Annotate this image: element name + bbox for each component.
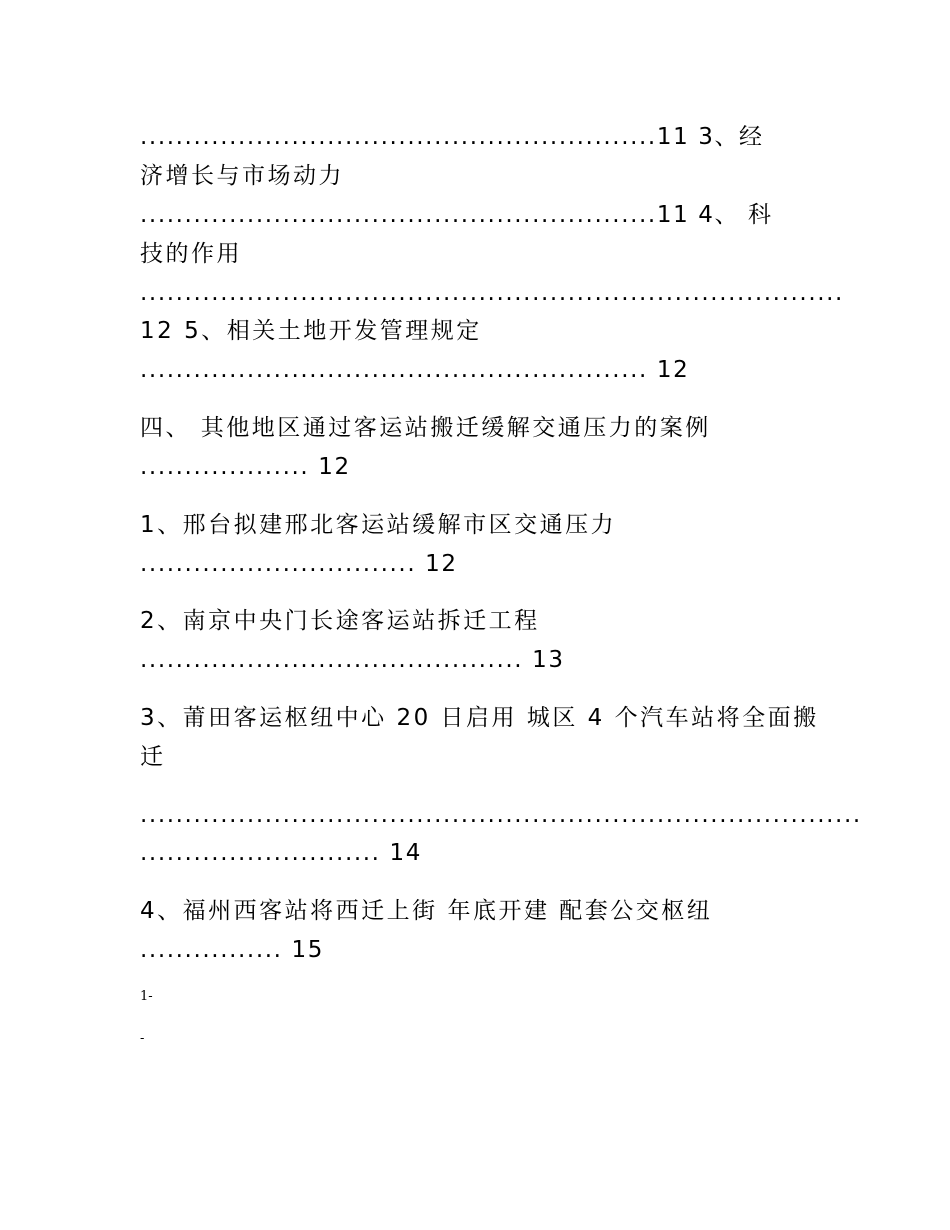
toc-line: ..........................................................11 3、经 (140, 124, 764, 150)
toc-line: 3、莆田客运枢纽中心 20 日启用 城区 4 个汽车站将全面搬 (140, 705, 819, 731)
toc-line: ............................................................................... (140, 280, 844, 306)
toc-line: ......................................................... 12 (140, 357, 690, 383)
toc-line: 济增长与市场动力 (140, 163, 344, 189)
toc-line: ................................................................................. (140, 802, 862, 828)
page-number: 1- (140, 989, 153, 1004)
toc-line: 1、邢台拟建邢北客运站缓解市区交通压力 (140, 512, 617, 538)
toc-line: 4、福州西客站将西迁上街 年底开建 配套公交枢纽 (140, 898, 713, 924)
toc-line: ..........................................................11 4、 科 (140, 202, 773, 228)
toc-line: 迁 (140, 744, 166, 770)
toc-line: ........................................... 13 (140, 647, 565, 673)
toc-line: ................ 15 (140, 937, 324, 963)
toc-line: 技的作用 (140, 241, 242, 267)
toc-line: 12 5、相关土地开发管理规定 (140, 318, 482, 344)
toc-line: 2、南京中央门长途客运站拆迁工程 (140, 608, 540, 634)
toc-line: 四、 其他地区通过客运站搬迁缓解交通压力的案例 (140, 415, 711, 441)
toc-line: ............................... 12 (140, 551, 458, 577)
footer-dash: - (140, 1031, 145, 1046)
toc-line: ................... 12 (140, 454, 351, 480)
toc-line: ........................... 14 (140, 840, 422, 866)
